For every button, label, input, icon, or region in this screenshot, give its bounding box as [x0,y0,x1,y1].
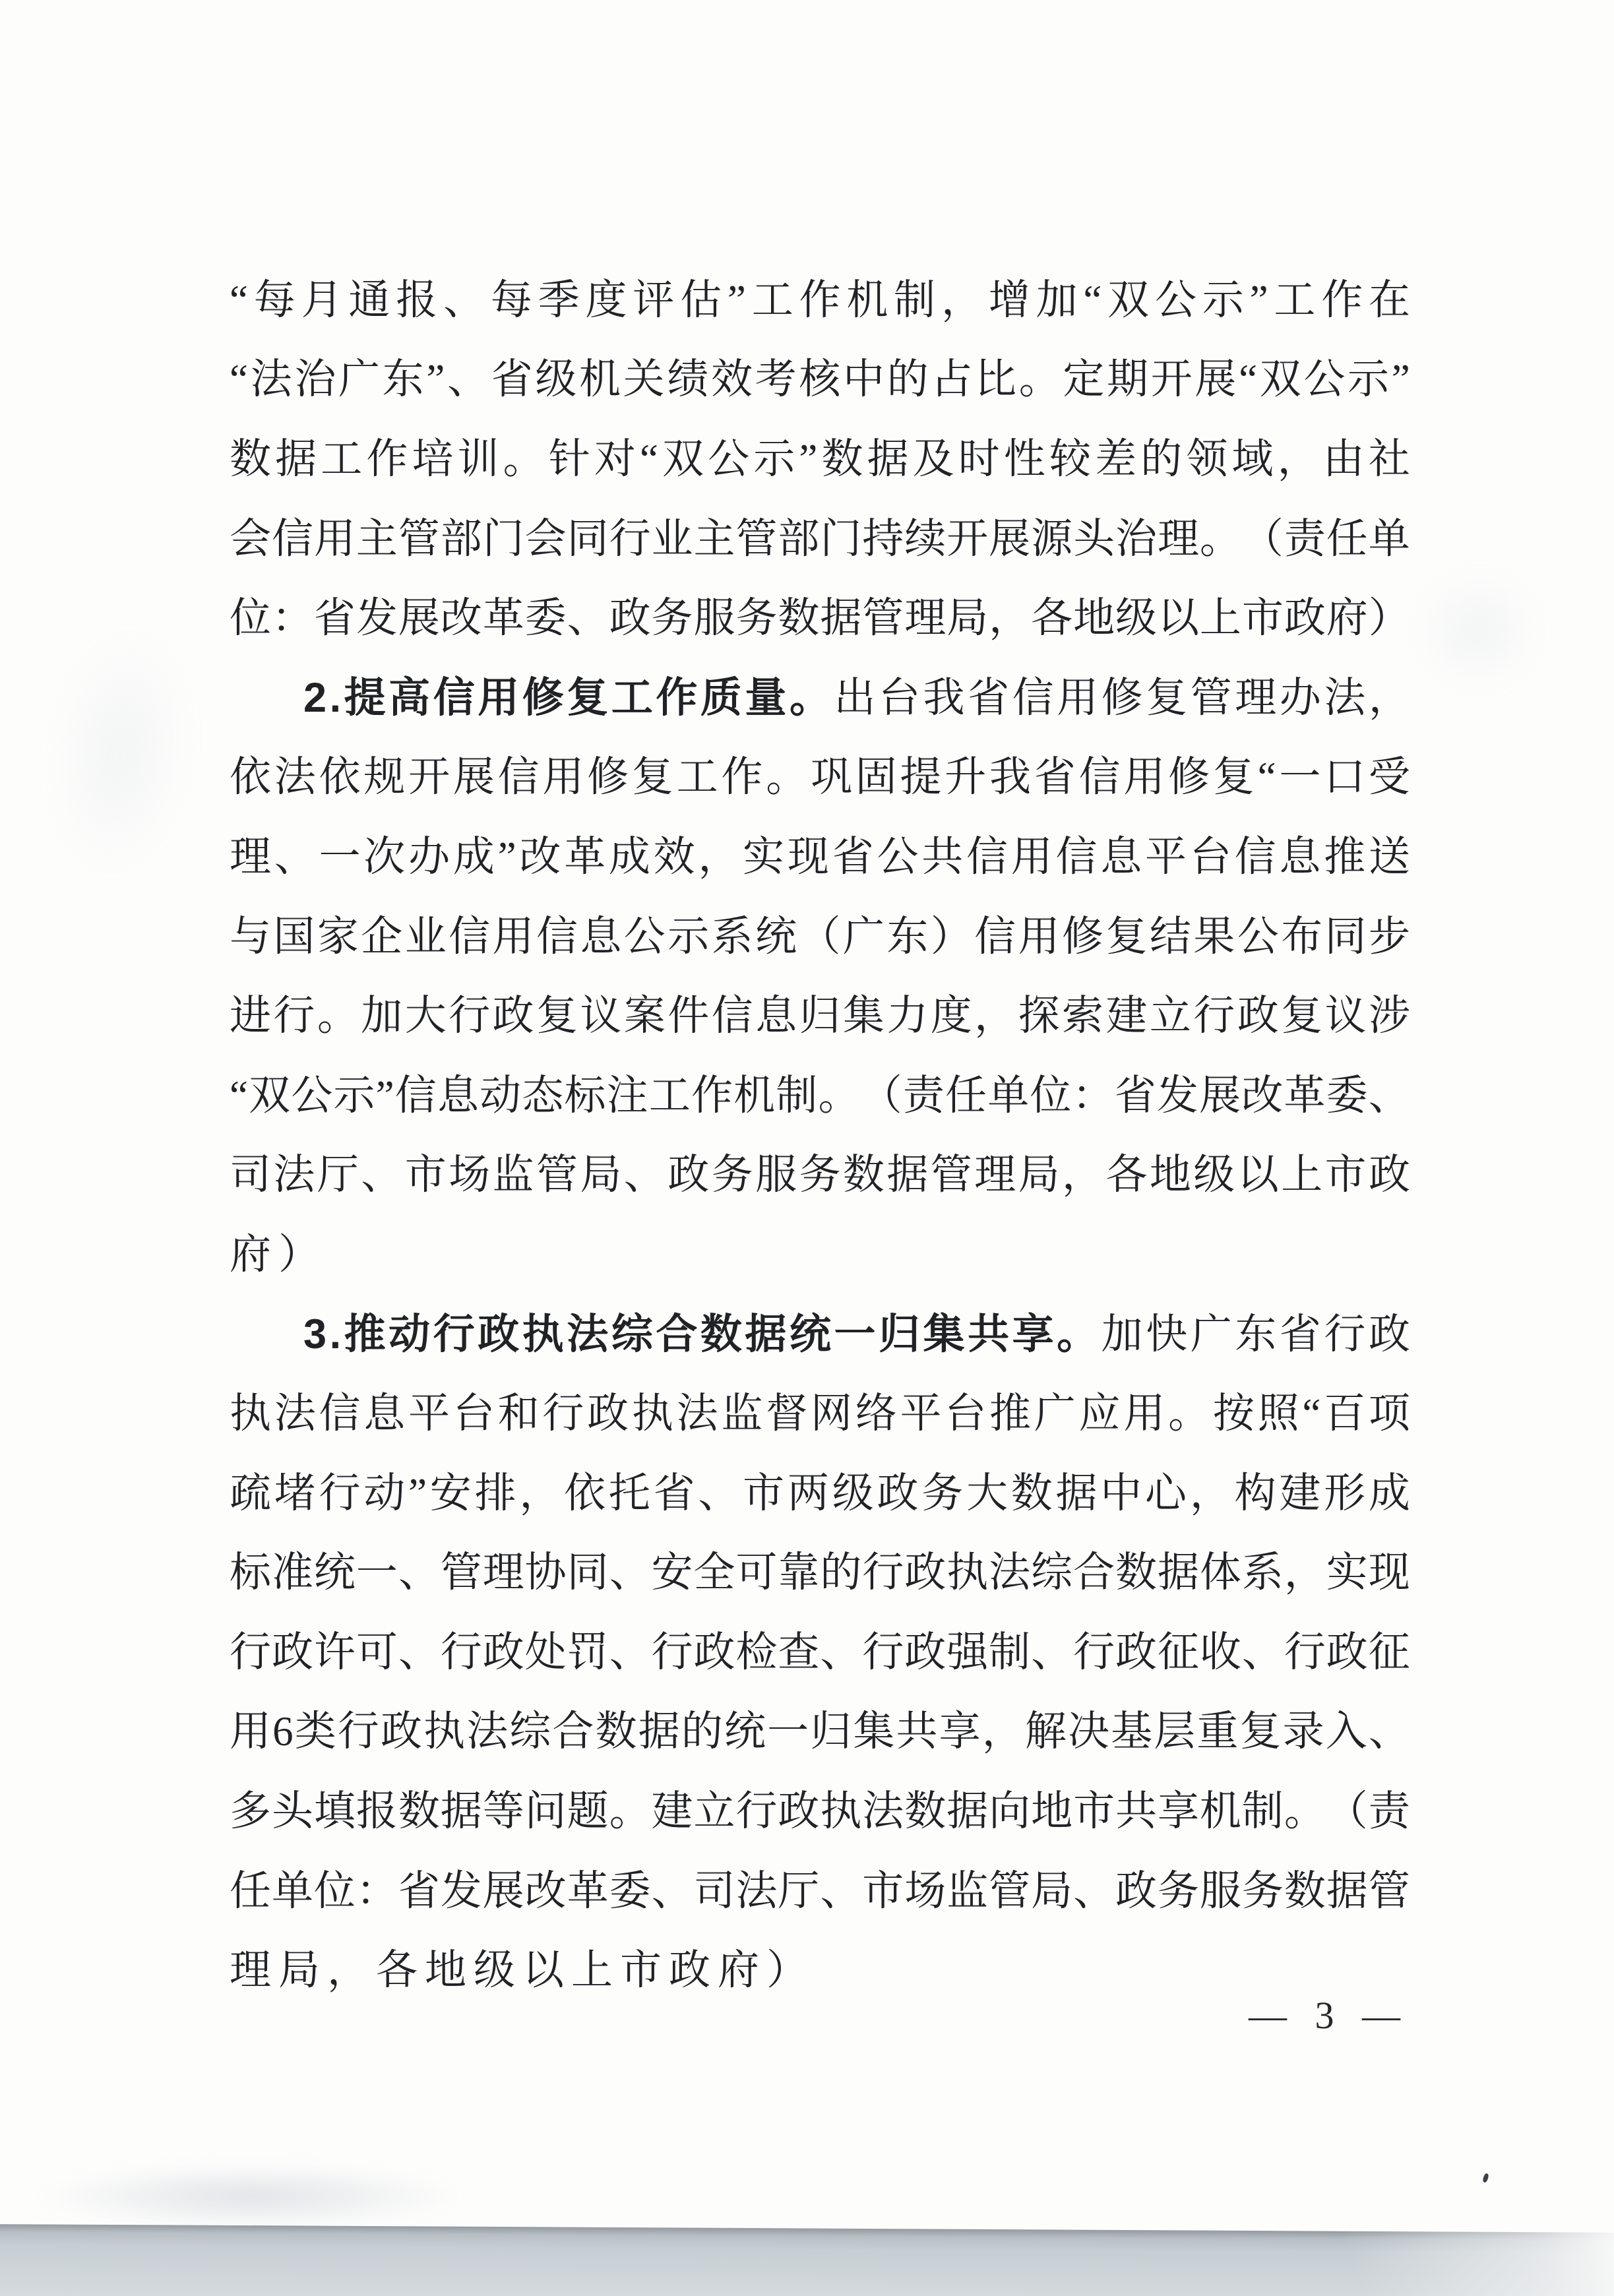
text-line: 府 ） [230,1231,320,1278]
text-line: 疏 堵 行 动 ” 安 排 ， 依 托 省 、 市 两 级 政 务 大 数 据 中 心 ， 构 建 形 成 [230,1470,1410,1516]
document-body [230,261,1410,2010]
text-line: 行 政 许 可 、 行 政 处 罚 、 行 政 检 查 、 行 政 强 制 、 行 政 征 收 、 行 政 征 [230,1629,1410,1675]
text-line: 理 局 ， 各 地 级 以 上 市 政 府 ） [230,1947,808,1994]
text-line: 执 法 信 息 平 台 和 行 政 执 法 监 督 网 络 平 台 推 广 应 用 。 按 照 “ 百 项 [230,1390,1410,1437]
text-line: 依 法 依 规 开 展 信 用 修 复 工 作 。 巩 固 提 升 我 省 信 用 修 复 “ 一 口 受 [230,754,1410,801]
text-line: 标 准 统 一 、 管 理 协 同 、 安 全 可 靠 的 行 政 执 法 综 合 数 据 体 系 ， 实 现 [230,1549,1410,1596]
text-line: 多 头 填 报 数 据 等 问 题 。 建 立 行 政 执 法 数 据 向 地 市 共 享 机 制 。 （ 责 [230,1788,1410,1835]
text-line: 位 ： 省 发 展 改 革 委 、 政 务 服 务 数 据 管 理 局 ， 各 地 级 以 上 市 政 府 ） [230,595,1410,642]
text-line: 理 、 一 次 办 成 ” 改 革 成 效 ， 实 现 省 公 共 信 用 信 息 平 台 信 息 推 送 [230,833,1410,880]
text-line: 3 . 推 动 行 政 执 法 综 合 数 据 统 一 归 集 共 享 。 加 快 广 东 省 行 政 [303,1311,1410,1357]
text-line: “ 法 治 广 东 ” 、 省 级 机 关 绩 效 考 核 中 的 占 比 。 定 期 开 展 “ 双 公 示 ” [230,356,1410,403]
text-line: 任 单 位 ： 省 发 展 改 革 委 、 司 法 厅 、 市 场 监 管 局 、 政 务 服 务 数 据 管 [230,1867,1410,1914]
scan-smudge-bottom [36,2163,465,2229]
text-line: 用 6 类 行 政 执 法 综 合 数 据 的 统 一 归 集 共 享 ， 解 决 基 层 重 复 录 入 、 [230,1708,1410,1755]
text-line: 与 国 家 企 业 信 用 信 息 公 示 系 统 （ 广 东 ） 信 用 修 复 结 果 公 布 同 步 [230,913,1410,960]
text-line: 数 据 工 作 培 训 。 针 对 “ 双 公 示 ” 数 据 及 时 性 较 差 的 领 域 ， 由 社 [230,435,1410,482]
scan-shadow-band-fade [1020,2216,1614,2296]
scan-smudge-right [1412,567,1543,693]
scan-smudge-left [33,618,208,886]
text-line: 2 . 提 高 信 用 修 复 工 作 质 量 。 出 台 我 省 信 用 修 复 管 理 办 法 ， [303,674,1410,721]
ink-speck [1482,2173,1489,2183]
text-line: “ 双 公 示 ” 信 息 动 态 标 注 工 作 机 制 。 （ 责 任 单 位 ： 省 发 展 改 革 委 、 [230,1072,1410,1119]
page-number: — 3 — [1249,1994,1403,2037]
text-line: 进 行 。 加 大 行 政 复 议 案 件 信 息 归 集 力 度 ， 探 索 建 立 行 政 复 议 涉 [230,993,1410,1039]
text-line: “ 每 月 通 报 、 每 季 度 评 估 ” 工 作 机 制 ， 增 加 “ 双 公 示 ” 工 作 在 [230,276,1410,323]
text-line: 司 法 厅 、 市 场 监 管 局 、 政 务 服 务 数 据 管 理 局 ， 各 地 级 以 上 市 政 [230,1152,1410,1198]
text-line: 会 信 用 主 管 部 门 会 同 行 业 主 管 部 门 持 续 开 展 源 头 治 理 。 （ 责 任 单 [230,515,1410,562]
